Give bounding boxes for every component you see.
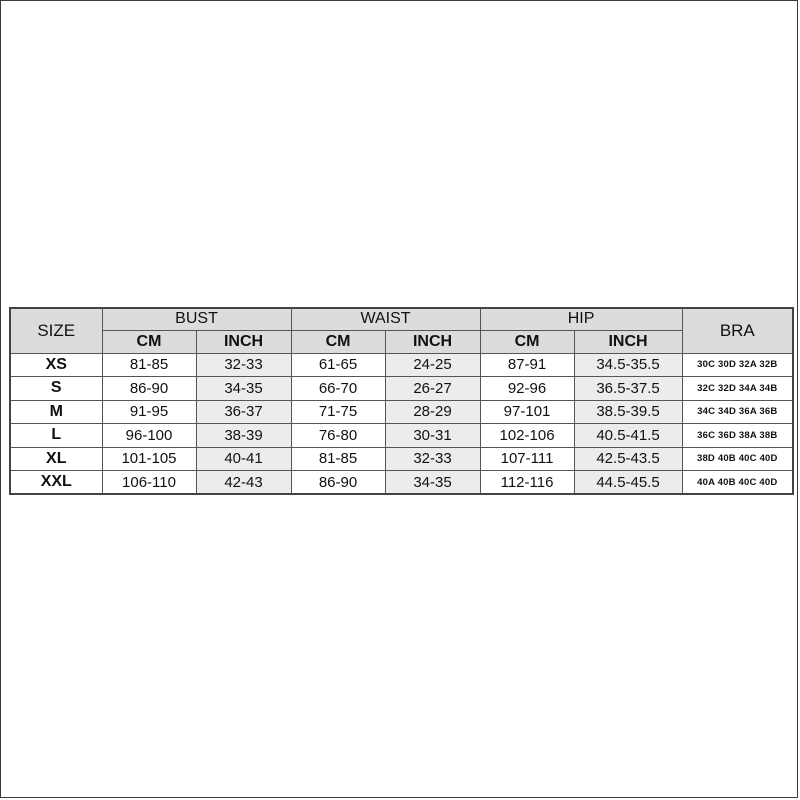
hip-inch-cell: 44.5-45.5 xyxy=(574,471,682,495)
waist-cm-cell: 86-90 xyxy=(291,471,385,495)
size-cell: M xyxy=(10,400,102,424)
table-row xyxy=(10,424,793,448)
size-cell: L xyxy=(10,424,102,448)
hip-inch-cell: 34.5-35.5 xyxy=(574,353,682,377)
table-row xyxy=(10,471,793,495)
hip-header: HIP xyxy=(480,308,682,330)
waist-inch-cell: 34-35 xyxy=(385,471,480,495)
header-row-groups xyxy=(10,308,793,330)
size-cell: XXL xyxy=(10,471,102,495)
size-cell: XS xyxy=(10,353,102,377)
bra-cell: 38D 40B 40C 40D xyxy=(682,447,793,471)
hip-cm-header: CM xyxy=(480,330,574,353)
bust-inch-cell: 40-41 xyxy=(196,447,291,471)
bust-cm-cell: 86-90 xyxy=(102,377,196,401)
size-header: SIZE xyxy=(10,308,102,353)
bra-cell: 30C 30D 32A 32B xyxy=(682,353,793,377)
waist-cm-header: CM xyxy=(291,330,385,353)
bra-cell: 36C 36D 38A 38B xyxy=(682,424,793,448)
waist-inch-cell: 28-29 xyxy=(385,400,480,424)
size-rows xyxy=(10,353,793,494)
waist-cm-cell: 81-85 xyxy=(291,447,385,471)
waist-header: WAIST xyxy=(291,308,480,330)
size-chart-table xyxy=(9,307,794,495)
hip-cm-cell: 102-106 xyxy=(480,424,574,448)
size-cell: XL xyxy=(10,447,102,471)
bra-header: BRA xyxy=(682,308,793,353)
bust-inch-cell: 36-37 xyxy=(196,400,291,424)
hip-inch-header: INCH xyxy=(574,330,682,353)
waist-inch-header: INCH xyxy=(385,330,480,353)
bra-cell: 32C 32D 34A 34B xyxy=(682,377,793,401)
bust-cm-cell: 106-110 xyxy=(102,471,196,495)
hip-cm-cell: 107-111 xyxy=(480,447,574,471)
table-row xyxy=(10,353,793,377)
hip-inch-cell: 40.5-41.5 xyxy=(574,424,682,448)
hip-inch-cell: 42.5-43.5 xyxy=(574,447,682,471)
bra-cell: 40A 40B 40C 40D xyxy=(682,471,793,495)
bust-inch-cell: 42-43 xyxy=(196,471,291,495)
bust-inch-header: INCH xyxy=(196,330,291,353)
waist-inch-cell: 26-27 xyxy=(385,377,480,401)
hip-cm-cell: 87-91 xyxy=(480,353,574,377)
bust-inch-cell: 32-33 xyxy=(196,353,291,377)
bust-cm-cell: 96-100 xyxy=(102,424,196,448)
waist-cm-cell: 76-80 xyxy=(291,424,385,448)
waist-inch-cell: 24-25 xyxy=(385,353,480,377)
bust-inch-cell: 34-35 xyxy=(196,377,291,401)
hip-inch-cell: 36.5-37.5 xyxy=(574,377,682,401)
bust-cm-cell: 81-85 xyxy=(102,353,196,377)
waist-inch-cell: 32-33 xyxy=(385,447,480,471)
bust-cm-header: CM xyxy=(102,330,196,353)
waist-cm-cell: 61-65 xyxy=(291,353,385,377)
hip-inch-cell: 38.5-39.5 xyxy=(574,400,682,424)
waist-cm-cell: 66-70 xyxy=(291,377,385,401)
hip-cm-cell: 92-96 xyxy=(480,377,574,401)
table-row xyxy=(10,377,793,401)
waist-inch-cell: 30-31 xyxy=(385,424,480,448)
table-row xyxy=(10,400,793,424)
bra-cell: 34C 34D 36A 36B xyxy=(682,400,793,424)
size-cell: S xyxy=(10,377,102,401)
hip-cm-cell: 97-101 xyxy=(480,400,574,424)
bust-cm-cell: 101-105 xyxy=(102,447,196,471)
bust-header: BUST xyxy=(102,308,291,330)
hip-cm-cell: 112-116 xyxy=(480,471,574,495)
waist-cm-cell: 71-75 xyxy=(291,400,385,424)
header-row-units xyxy=(10,330,793,353)
table-row xyxy=(10,447,793,471)
bust-inch-cell: 38-39 xyxy=(196,424,291,448)
bust-cm-cell: 91-95 xyxy=(102,400,196,424)
